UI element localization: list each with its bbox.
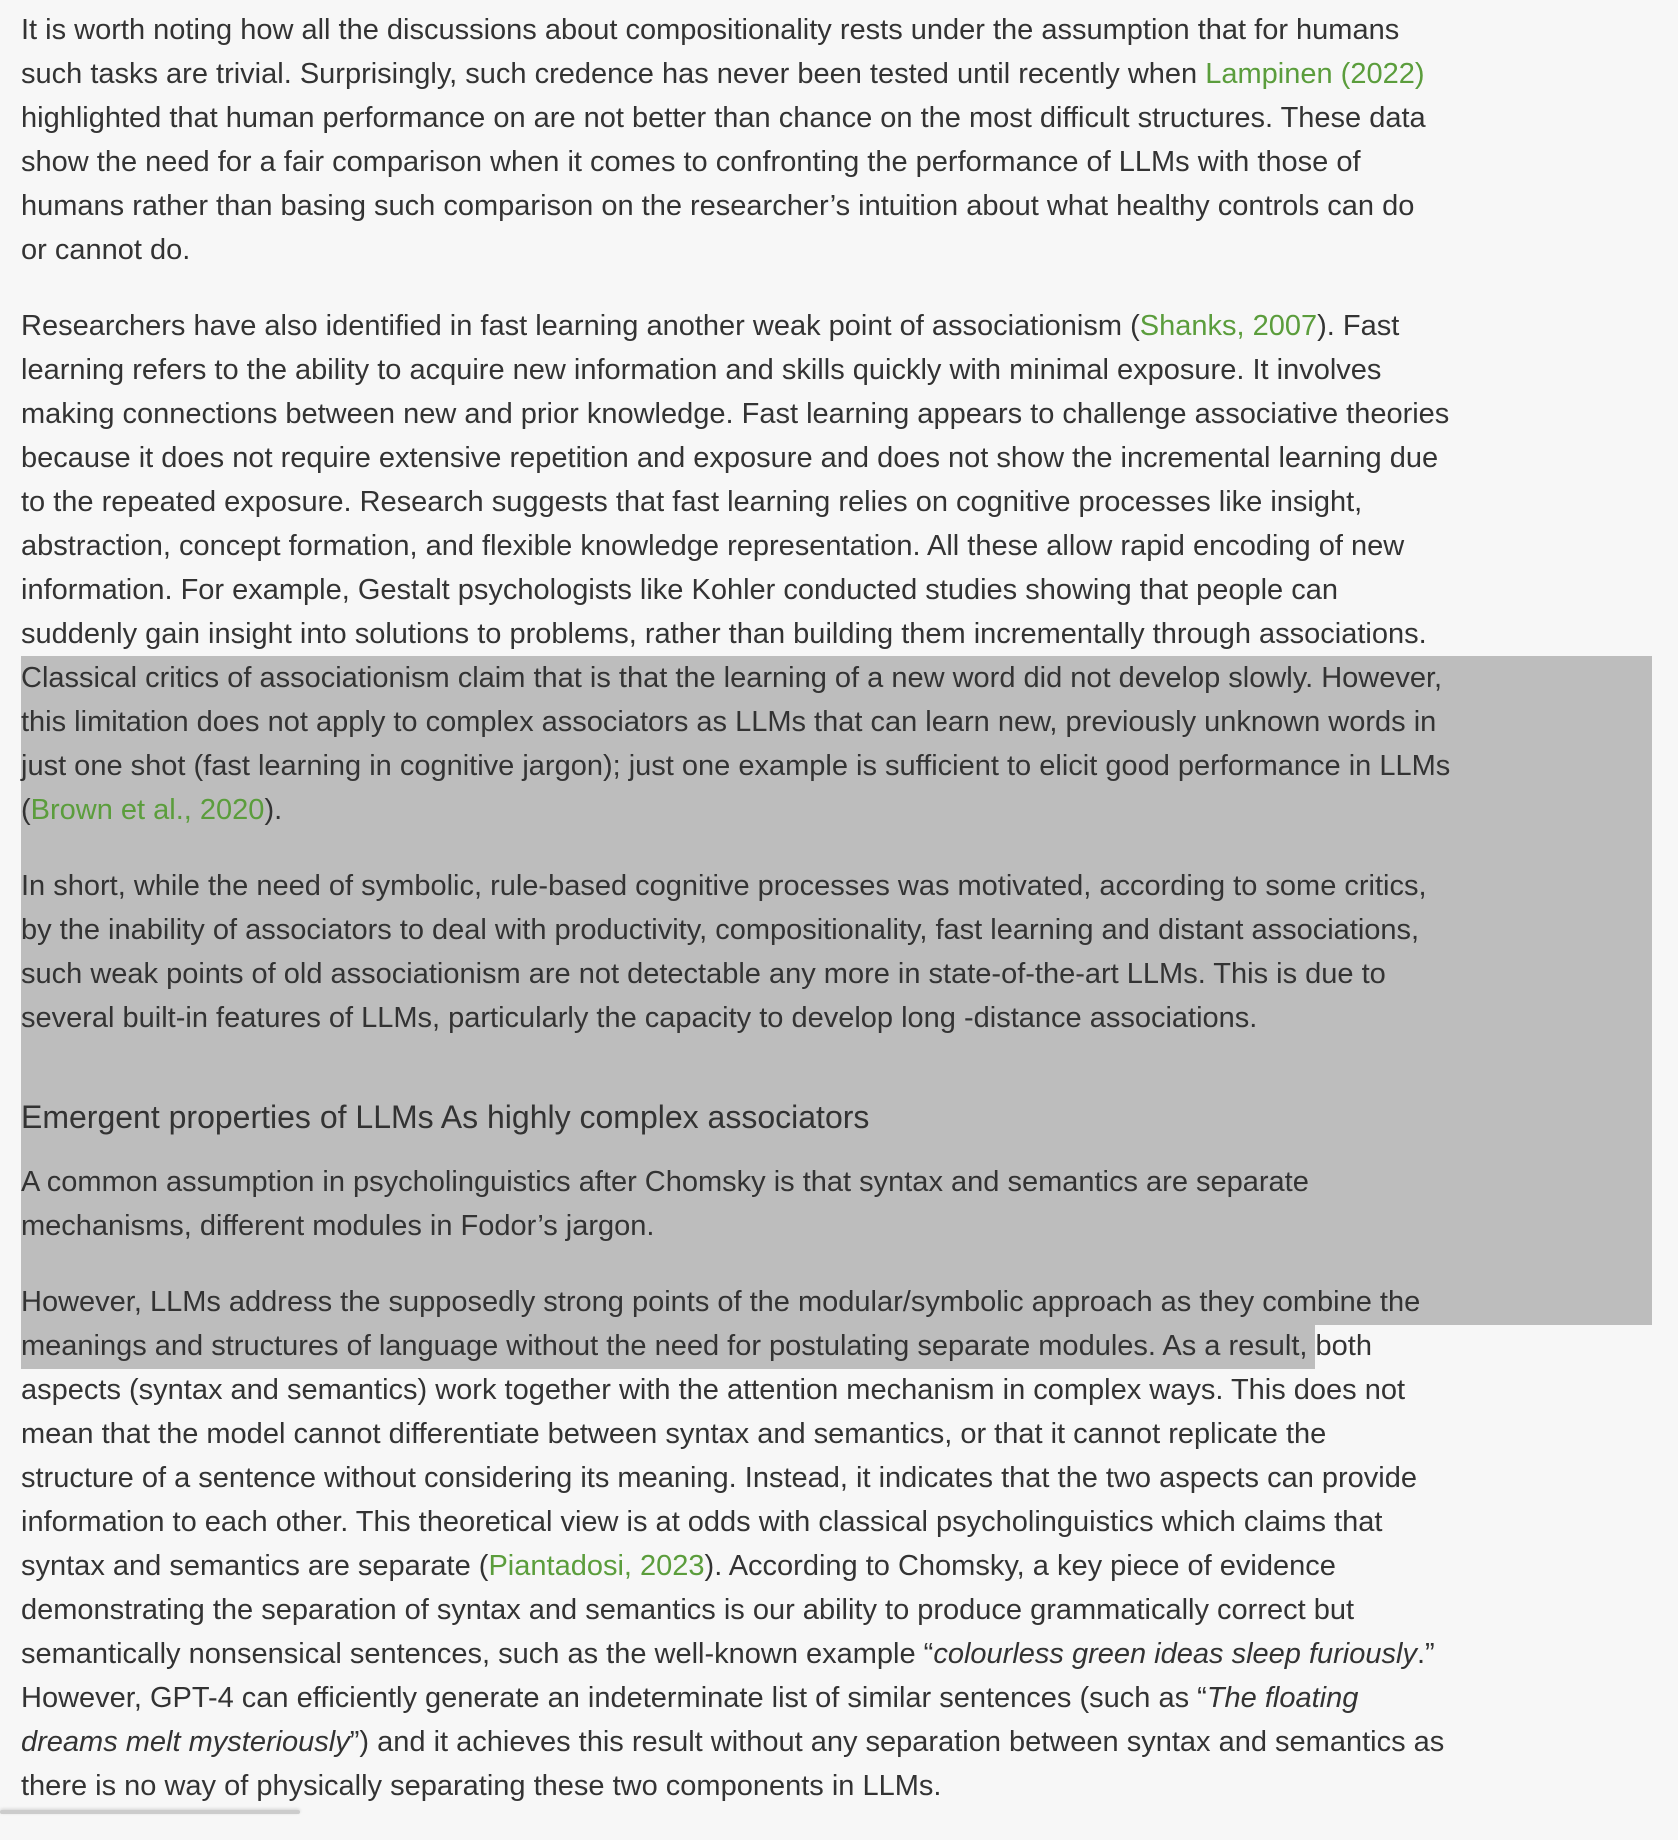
text-line <box>21 96 1450 140</box>
text-line <box>21 568 1450 612</box>
paragraph <box>21 8 1450 272</box>
text-segment: ”) and it achieves this result without any separation between syntax and semantics as <box>349 1726 1445 1758</box>
text-line <box>21 1720 1450 1764</box>
text-line <box>21 1324 1450 1368</box>
text-segment: to the repeated exposure. Research suggests that fast learning relies on cognitive processes like insight, <box>21 486 1363 518</box>
text-segment: this limitation does not apply to complex associators as LLMs that can learn new, previously unknown words in <box>21 706 1437 738</box>
text-segment: such weak points of old associationism are not detectable any more in state-of-the-art LLMs. This is due to <box>21 958 1386 990</box>
text-segment: ). According to Chomsky, a key piece of evidence <box>704 1550 1336 1582</box>
text-line <box>21 656 1450 700</box>
text-line <box>21 908 1450 952</box>
text-line <box>21 612 1450 656</box>
text-segment: information to each other. This theoretical view is at odds with classical psycholinguistics which claims that <box>21 1506 1383 1538</box>
text-segment: learning refers to the ability to acquire new information and skills quickly with minimal exposure. It involves <box>21 354 1382 386</box>
text-segment: A common assumption in psycholinguistics after Chomsky is that syntax and semantics are separate <box>21 1166 1309 1198</box>
text-segment: mechanisms, different modules in Fodor’s jargon. <box>21 1210 655 1242</box>
text-line <box>21 480 1450 524</box>
text-segment: ). <box>264 794 283 826</box>
text-segment: semantically nonsensical sentences, such as the well-known example “ <box>21 1638 934 1670</box>
paragraph <box>21 1160 1450 1248</box>
text-line <box>21 864 1450 908</box>
citation-link[interactable]: Piantadosi, 2023 <box>488 1550 705 1582</box>
italic-text: The floating <box>1206 1682 1359 1714</box>
citation-link[interactable]: Shanks, 2007 <box>1139 310 1318 342</box>
text-line <box>21 744 1450 788</box>
text-line <box>21 700 1450 744</box>
text-line <box>21 1456 1450 1500</box>
text-segment: It is worth noting how all the discussions about compositionality rests under the assumption that for humans <box>21 14 1400 46</box>
text-segment: because it does not require extensive repetition and exposure and does not show the incremental learning due <box>21 442 1439 474</box>
italic-text: colourless green ideas sleep furiously <box>933 1638 1417 1670</box>
text-line <box>21 1500 1450 1544</box>
text-segment: In short, while the need of symbolic, rule-based cognitive processes was motivated, according to some critics, <box>21 870 1427 902</box>
text-line <box>21 952 1450 996</box>
text-segment: making connections between new and prior knowledge. Fast learning appears to challenge associative theories <box>21 398 1450 430</box>
text-segment: several built-in features of LLMs, particularly the capacity to develop long -distance associations. <box>21 1002 1258 1034</box>
text-line <box>21 1764 1450 1808</box>
text-line <box>21 996 1450 1040</box>
text-segment: mean that the model cannot differentiate between syntax and semantics, or that it cannot replicate the <box>21 1418 1327 1450</box>
text-line <box>21 1280 1450 1324</box>
text-line <box>21 1204 1450 1248</box>
text-segment: humans rather than basing such comparison on the researcher’s intuition about what healthy controls can do <box>21 190 1415 222</box>
text-segment: .” <box>1416 1638 1435 1670</box>
text-segment: demonstrating the separation of syntax and semantics is our ability to produce grammatically correct but <box>21 1594 1355 1626</box>
text-segment: However, LLMs address the supposedly strong points of the modular/symbolic approach as they combine the <box>21 1286 1421 1318</box>
text-line <box>21 1368 1450 1412</box>
text-line <box>21 184 1450 228</box>
text-line <box>21 140 1450 184</box>
text-segment: there is no way of physically separating these two components in LLMs. <box>21 1770 942 1802</box>
text-segment: just one shot (fast learning in cognitive jargon); just one example is sufficient to elicit good performance in LLMs <box>21 750 1451 782</box>
citation-link[interactable]: Brown et al., 2020 <box>30 794 265 826</box>
text-line <box>21 436 1450 480</box>
text-segment: by the inability of associators to deal with productivity, compositionality, fast learning and distant associations, <box>21 914 1420 946</box>
text-segment: highlighted that human performance on are not better than chance on the most difficult structures. These data <box>21 102 1426 134</box>
text-segment: meanings and structures of language without the need for postulating separate modules. As a result, both <box>21 1330 1372 1362</box>
text-segment: such tasks are trivial. Surprisingly, such credence has never been tested until recently when <box>21 58 1206 90</box>
text-segment: aspects (syntax and semantics) work together with the attention mechanism in complex ways. This does not <box>21 1374 1406 1406</box>
text-segment: Classical critics of associationism claim that is that the learning of a new word did not develop slowly. However, <box>21 662 1443 694</box>
italic-text: dreams melt mysteriously <box>21 1726 350 1758</box>
paragraph <box>21 304 1450 832</box>
text-segment: Researchers have also identified in fast learning another weak point of associationism ( <box>21 310 1140 342</box>
text-line <box>21 524 1450 568</box>
text-line <box>21 228 1450 272</box>
text-segment: or cannot do. <box>21 234 191 266</box>
article-body <box>21 8 1450 1840</box>
paragraph <box>21 864 1450 1040</box>
text-segment: structure of a sentence without considering its meaning. Instead, it indicates that the two aspects can provide <box>21 1462 1418 1494</box>
citation-link[interactable]: Lampinen (2022) <box>1205 58 1425 90</box>
text-segment: ). Fast <box>1317 310 1400 342</box>
text-segment: However, GPT-4 can efficiently generate an indeterminate list of similar sentences (such as “ <box>21 1682 1207 1714</box>
text-line <box>21 392 1450 436</box>
text-line <box>21 1588 1450 1632</box>
text-line <box>21 1632 1450 1676</box>
text-segment: abstraction, concept formation, and flexible knowledge representation. All these allow rapid encoding of new <box>21 530 1405 562</box>
text-segment: ( <box>21 794 31 826</box>
text-line <box>21 52 1450 96</box>
text-line <box>21 348 1450 392</box>
text-line <box>21 1412 1450 1456</box>
section-heading: Emergent properties of LLMs As highly complex associators <box>21 1099 870 1135</box>
text-segment: information. For example, Gestalt psychologists like Kohler conducted studies showing that people can <box>21 574 1338 606</box>
text-line <box>21 1544 1450 1588</box>
text-segment: show the need for a fair comparison when it comes to confronting the performance of LLMs with those of <box>21 146 1361 178</box>
paragraph <box>21 1280 1450 1808</box>
text-line <box>21 8 1450 52</box>
text-line <box>21 788 1450 832</box>
text-line <box>21 304 1450 348</box>
text-line <box>21 1160 1450 1204</box>
text-line <box>21 1676 1450 1720</box>
text-segment: syntax and semantics are separate ( <box>21 1550 489 1582</box>
text-segment: suddenly gain insight into solutions to problems, rather than building them incrementally through associations. <box>21 618 1427 650</box>
